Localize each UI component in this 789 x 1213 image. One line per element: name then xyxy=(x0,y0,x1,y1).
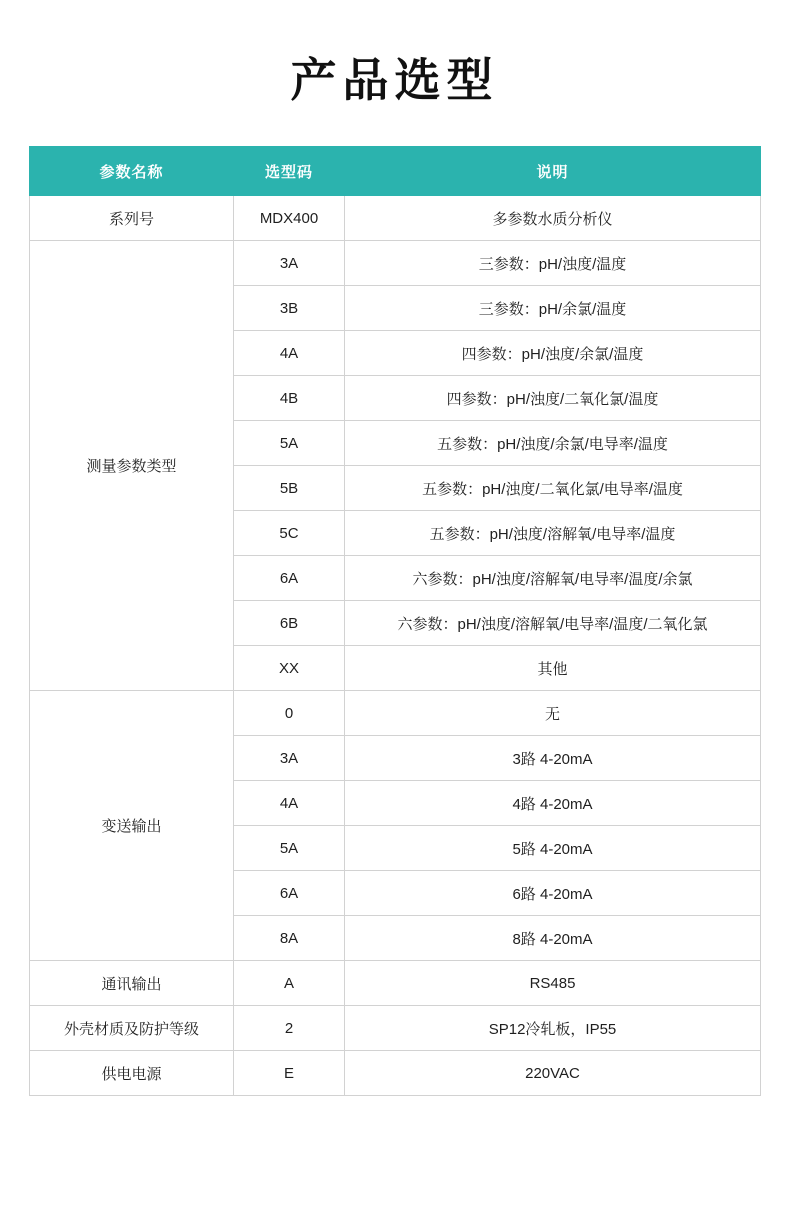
selection-code-cell: 8A xyxy=(234,916,345,961)
selection-code-cell: 5C xyxy=(234,511,345,556)
param-name-cell: 外壳材质及防护等级 xyxy=(30,1006,234,1051)
selection-code-cell: 3B xyxy=(234,286,345,331)
product-selection-table xyxy=(29,146,761,1096)
selection-code-cell: 3A xyxy=(234,241,345,286)
description-cell: 8路 4-20mA xyxy=(345,916,761,961)
selection-code-cell: XX xyxy=(234,646,345,691)
table-row xyxy=(30,961,761,1006)
table-body xyxy=(30,196,761,1096)
selection-code-cell: 4B xyxy=(234,376,345,421)
description-cell: RS485 xyxy=(345,961,761,1006)
description-cell: 220VAC xyxy=(345,1051,761,1096)
param-name-cell: 测量参数类型 xyxy=(30,241,234,691)
description-cell: 四参数：pH/浊度/二氧化氯/温度 xyxy=(345,376,761,421)
table-row xyxy=(30,1006,761,1051)
selection-code-cell: MDX400 xyxy=(234,196,345,241)
description-cell: 5路 4-20mA xyxy=(345,826,761,871)
page-title: 产品选型 xyxy=(290,54,499,106)
description-cell: 其他 xyxy=(345,646,761,691)
table-header-row xyxy=(30,147,761,196)
param-name-cell: 变送输出 xyxy=(30,691,234,961)
selection-code-cell: 3A xyxy=(234,736,345,781)
description-cell: 六参数：pH/浊度/溶解氧/电导率/温度/二氧化氯 xyxy=(345,601,761,646)
selection-code-cell: 5B xyxy=(234,466,345,511)
description-cell: 五参数：pH/浊度/溶解氧/电导率/温度 xyxy=(345,511,761,556)
selection-code-cell: 5A xyxy=(234,421,345,466)
description-cell: 六参数：pH/浊度/溶解氧/电导率/温度/余氯 xyxy=(345,556,761,601)
selection-code-cell: 2 xyxy=(234,1006,345,1051)
description-cell: 五参数：pH/浊度/二氧化氯/电导率/温度 xyxy=(345,466,761,511)
description-cell: 五参数：pH/浊度/余氯/电导率/温度 xyxy=(345,421,761,466)
selection-code-cell: 4A xyxy=(234,781,345,826)
column-header-description: 说明 xyxy=(345,147,761,196)
param-name-cell: 供电电源 xyxy=(30,1051,234,1096)
description-cell: 3路 4-20mA xyxy=(345,736,761,781)
selection-code-cell: 4A xyxy=(234,331,345,376)
selection-code-cell: 5A xyxy=(234,826,345,871)
table-row xyxy=(30,196,761,241)
selection-code-cell: 6A xyxy=(234,871,345,916)
table-header xyxy=(30,147,761,196)
description-cell: 四参数：pH/浊度/余氯/温度 xyxy=(345,331,761,376)
table-row xyxy=(30,241,761,286)
selection-code-cell: 6B xyxy=(234,601,345,646)
description-cell: 三参数：pH/余氯/温度 xyxy=(345,286,761,331)
description-cell: 4路 4-20mA xyxy=(345,781,761,826)
spec-table-container xyxy=(0,146,789,1096)
param-name-cell: 系列号 xyxy=(30,196,234,241)
column-header-code: 选型码 xyxy=(234,147,345,196)
selection-code-cell: 6A xyxy=(234,556,345,601)
description-cell: 无 xyxy=(345,691,761,736)
column-header-param-name: 参数名称 xyxy=(30,147,234,196)
table-row xyxy=(30,691,761,736)
selection-code-cell: A xyxy=(234,961,345,1006)
description-cell: 三参数：pH/浊度/温度 xyxy=(345,241,761,286)
description-cell: SP12冷轧板，IP55 xyxy=(345,1006,761,1051)
selection-code-cell: 0 xyxy=(234,691,345,736)
table-row xyxy=(30,1051,761,1096)
selection-code-cell: E xyxy=(234,1051,345,1096)
description-cell: 多参数水质分析仪 xyxy=(345,196,761,241)
param-name-cell: 通讯输出 xyxy=(30,961,234,1006)
description-cell: 6路 4-20mA xyxy=(345,871,761,916)
